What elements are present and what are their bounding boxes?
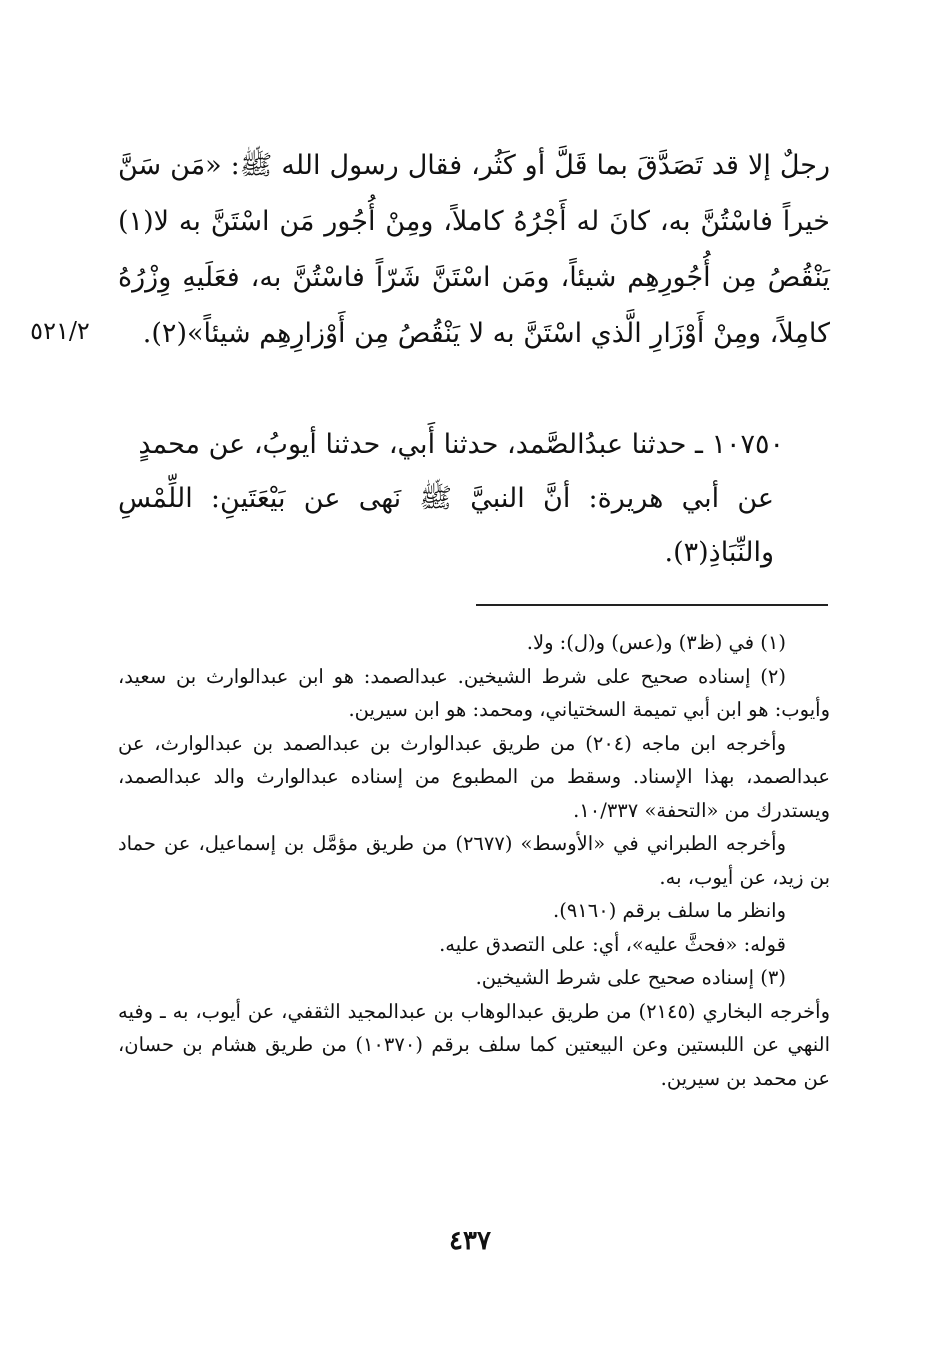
footnote-paragraph: (٢) إسناده صحيح على شرط الشيخين. عبدالصمد: هو ابن عبدالوارث بن سعيد، وأيوب: هو ابن أبي تميمة السختياني، ومحمد: هو ابن سيرين. (118, 664, 830, 721)
footnote-paragraph: وأخرجه ابن ماجه (٢٠٤) من طريق عبدالوارث بن عبدالصمد بن عبدالوارث، عن عبدالصمد، بهذا الإسناد. وسقط من المطبوع من إسناده عبدالوارث والد عبدالصمد، ويستدرك من «التحفة» ١٠/٣٣٧. (118, 731, 830, 822)
hadith-isnad-line: ١٠٧٥٠ ـ حدثنا عبدُالصَّمد، حدثنا أَبي، حدثنا أيوبُ، عن محمدٍ (138, 429, 784, 460)
margin-volume-page-reference: ٥٢١/٢ (30, 317, 90, 345)
hadith-matn-line: عن أبي هريرة: أنَّ النبيَّ ﷺ نَهى عن بَيْعَتَينِ: اللِّمْسِ والنِّبَاذِ(٣). (118, 483, 774, 568)
footnote-paragraph: وأخرجه البخاري (٢١٤٥) من طريق عبدالوهاب بن عبدالمجيد الثقفي، عن أيوب، به ـ وفيه النهي عن اللبستين وعن البيعتين كما سلف برقم (١٠٣٧٠) من طريق هشام بن حسان، عن محمد بن سيرين. (118, 999, 830, 1090)
footnote-paragraph: وأخرجه الطبراني في «الأوسط» (٢٦٧٧) من طريق مؤمَّل بن إسماعيل، عن حماد بن زيد، عن أيوب، به. (118, 832, 830, 889)
main-paragraph: رجلٌ إلا قد تَصَدَّقَ بما قَلَّ أو كَثُر، فقال رسول الله ﷺ: «مَن سَنَّ خيراً فاسْتُنَّ به، كانَ له أَجْرُهُ كاملاً، ومِنْ أُجُور مَن اسْتَنَّ به لا(١) يَنْقُصُ مِن أُجُورِهِم شيئاً، ومَن اسْتَنَّ شَرّاً فاسْتُنَّ به، فعَلَيهِ وِزْرُهُ كامِلاً، ومِنْ أَوْزَارِ الَّذي اسْتَنَّ به لا يَنْقُصُ مِن أَوْزارِهِم شيئاً»(٢). (118, 150, 830, 349)
footnote-paragraph: قوله: «فحثَّ عليه»، أي: على التصدق عليه. (439, 932, 786, 956)
main-text (118, 138, 830, 362)
hadith-entry (118, 418, 830, 580)
footnote-paragraph: (١) في (ظ٣) و(عس) و(ل): ولا. (526, 631, 786, 654)
footnote-separator-rule (476, 604, 828, 606)
footnote-paragraph: (٣) إسناده صحيح على شرط الشيخين. (475, 966, 786, 989)
footnote-paragraph: وانظر ما سلف برقم (٩١٦٠). (553, 899, 786, 922)
footnotes (118, 626, 830, 1095)
page-number: ٤٣٧ (449, 1226, 491, 1256)
